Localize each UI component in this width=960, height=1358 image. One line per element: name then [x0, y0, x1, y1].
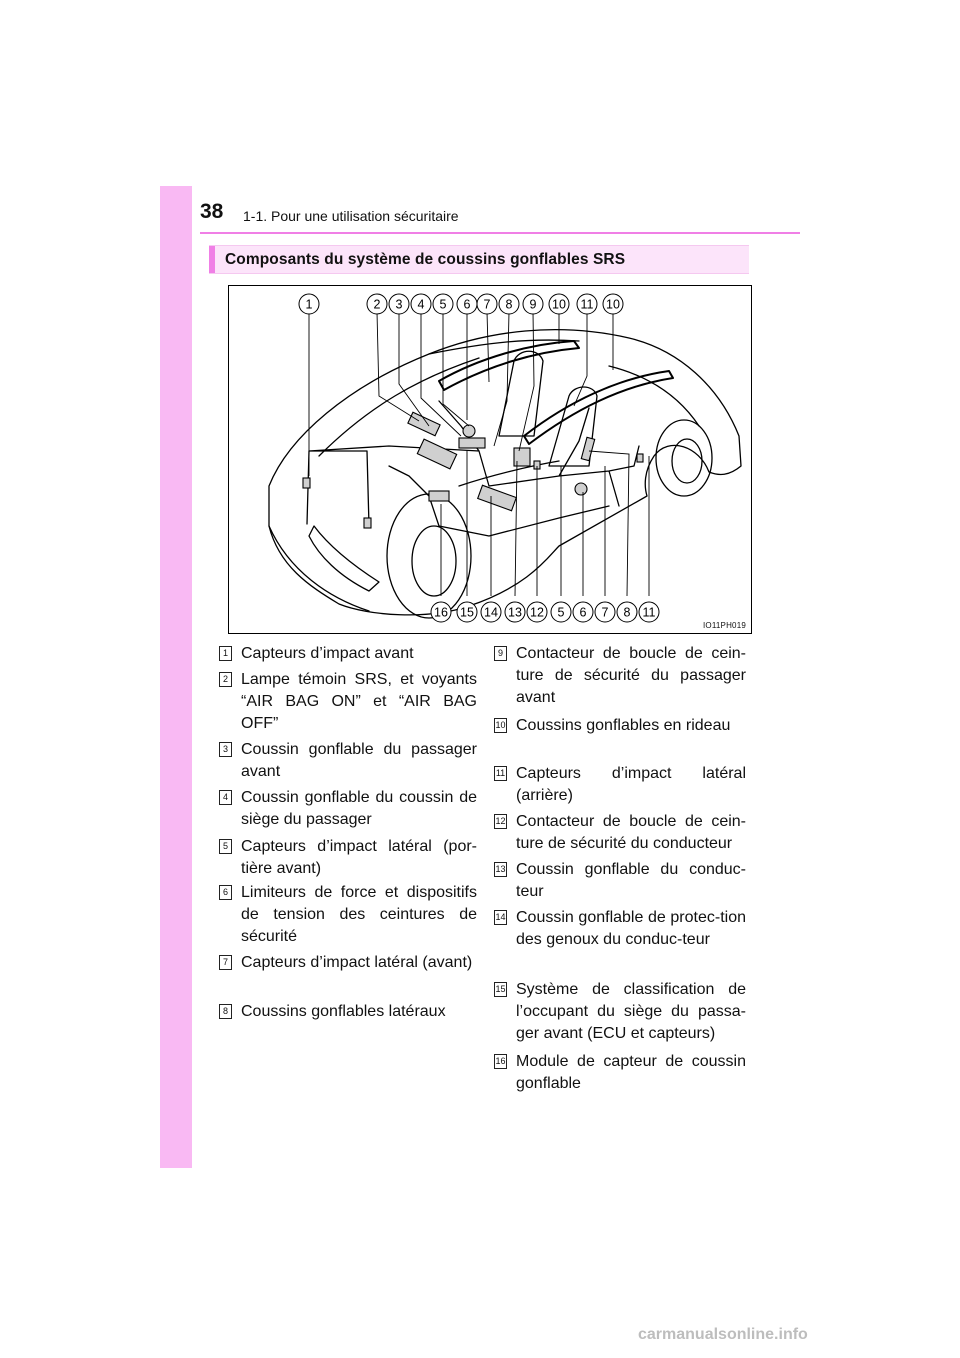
callout-label: 8 — [505, 297, 513, 312]
legend-number: 12 — [494, 814, 507, 829]
legend-number: 14 — [494, 910, 507, 925]
legend-number: 3 — [219, 742, 232, 757]
car-illustration — [229, 286, 751, 633]
legend-text: Capteurs d’impact avant — [241, 645, 414, 662]
seat-cushion-airbag — [459, 438, 485, 448]
callout-label: 11 — [642, 605, 656, 620]
header-rule — [200, 232, 800, 234]
door-line — [459, 461, 559, 486]
top-callouts — [299, 294, 623, 314]
callout-label: 12 — [530, 605, 544, 620]
legend-text: Coussin gonflable de protec-tion des genoux du conduc-teur — [516, 909, 746, 948]
legend-text: Contacteur de boucle de cein-ture de sécurité du conducteur — [516, 813, 746, 852]
side-airbag — [581, 437, 594, 460]
legend-text: Limiteurs de force et dispositifs de tension des ceintures de sécurité — [241, 884, 477, 945]
leader-lines-bottom — [441, 451, 649, 596]
bottom-callouts — [431, 602, 659, 622]
callout-label: 4 — [417, 297, 425, 312]
callout-label: 13 — [508, 605, 522, 620]
callout-label: 11 — [580, 297, 594, 312]
callout-label: 16 — [434, 605, 448, 620]
curtain-airbag-right — [524, 371, 673, 444]
pretensioner-left — [463, 425, 475, 437]
legend-text: Coussin gonflable du coussin de siège du passager — [241, 789, 477, 828]
legend-number: 1 — [219, 646, 232, 661]
legend-number: 10 — [494, 718, 507, 733]
callout-label: 2 — [373, 297, 381, 312]
section-heading-bar — [209, 245, 749, 274]
callout-label: 1 — [305, 297, 313, 312]
watermark: carmanualsonline.info — [638, 1326, 808, 1343]
driver-airbag — [514, 448, 530, 466]
legend-number: 9 — [494, 646, 507, 661]
legend-number: 15 — [494, 982, 507, 997]
front-sensor-right — [364, 518, 371, 528]
section-title: 1-1. Pour une utilisation sécuritaire — [243, 208, 459, 224]
rear-wheel-hub — [672, 439, 702, 483]
legend-text: Coussins gonflables latéraux — [241, 1003, 446, 1020]
legend-text: Coussins gonflables en rideau — [516, 717, 731, 734]
rear-window-line — [609, 366, 699, 426]
legend-number: 13 — [494, 862, 507, 877]
side-sensor-rear — [637, 454, 643, 462]
legend-text: Coussin gonflable du conduc-teur — [516, 861, 746, 900]
callout-label: 3 — [395, 297, 403, 312]
rear-wheel — [656, 420, 712, 496]
heading-accent — [209, 246, 215, 273]
driver-knee-airbag — [478, 485, 517, 510]
headlight — [309, 526, 379, 591]
front-wheel-hub — [412, 526, 456, 596]
airbag-sensor-module — [429, 491, 449, 501]
wiring-harness — [307, 401, 639, 536]
legend-number: 6 — [219, 885, 232, 900]
airbag-diagram — [228, 285, 752, 634]
legend-text: Contacteur de boucle de cein-ture de sécurité du passager avant — [516, 645, 746, 706]
callout-label: 6 — [579, 605, 587, 620]
callout-label: 9 — [529, 297, 537, 312]
front-bumper — [269, 526, 369, 611]
legend-number: 2 — [219, 672, 232, 687]
callout-label: 10 — [552, 297, 566, 312]
callout-label: 6 — [463, 297, 471, 312]
legend-number: 4 — [219, 790, 232, 805]
legend-number: 7 — [219, 955, 232, 970]
chapter-sidebar-tab — [160, 186, 192, 1168]
knee-airbag — [417, 439, 456, 469]
legend-text: Coussin gonflable du passager avant — [241, 741, 477, 780]
legend-text: Module de capteur de coussin gonflable — [516, 1053, 746, 1092]
callout-label: 7 — [483, 297, 491, 312]
legend-text: Système de classification de l’occupant du siège du passa-ger avant (ECU et capteurs) — [516, 981, 746, 1042]
callout-label: 14 — [484, 605, 498, 620]
legend-number: 11 — [494, 766, 507, 781]
pretensioner-right — [575, 483, 587, 495]
legend-text: Lampe témoin SRS, et voyants “AIR BAG ON” et “AIR BAG OFF” — [241, 671, 477, 732]
legend-text: Capteurs d’impact latéral (arrière) — [516, 765, 746, 804]
front-sensor-left — [303, 478, 310, 488]
front-wheel — [387, 494, 471, 618]
section-heading: Composants du système de coussins gonflables SRS — [225, 251, 626, 268]
legend-number: 16 — [494, 1054, 507, 1069]
callout-label: 10 — [606, 297, 620, 312]
callout-label: 8 — [623, 605, 631, 620]
legend-number: 5 — [219, 839, 232, 854]
passenger-airbag — [408, 412, 440, 436]
legend-number: 8 — [219, 1004, 232, 1019]
figure-code: IO11PH019 — [702, 621, 746, 630]
callout-label: 15 — [460, 605, 474, 620]
callout-label: 5 — [439, 297, 447, 312]
page-number: 38 — [200, 200, 224, 223]
callout-label: 5 — [557, 605, 565, 620]
legend-text: Capteurs d’impact latéral (avant) — [241, 954, 473, 971]
callout-label: 7 — [601, 605, 609, 620]
legend-text: Capteurs d’impact latéral (por-tière avant) — [241, 838, 477, 877]
